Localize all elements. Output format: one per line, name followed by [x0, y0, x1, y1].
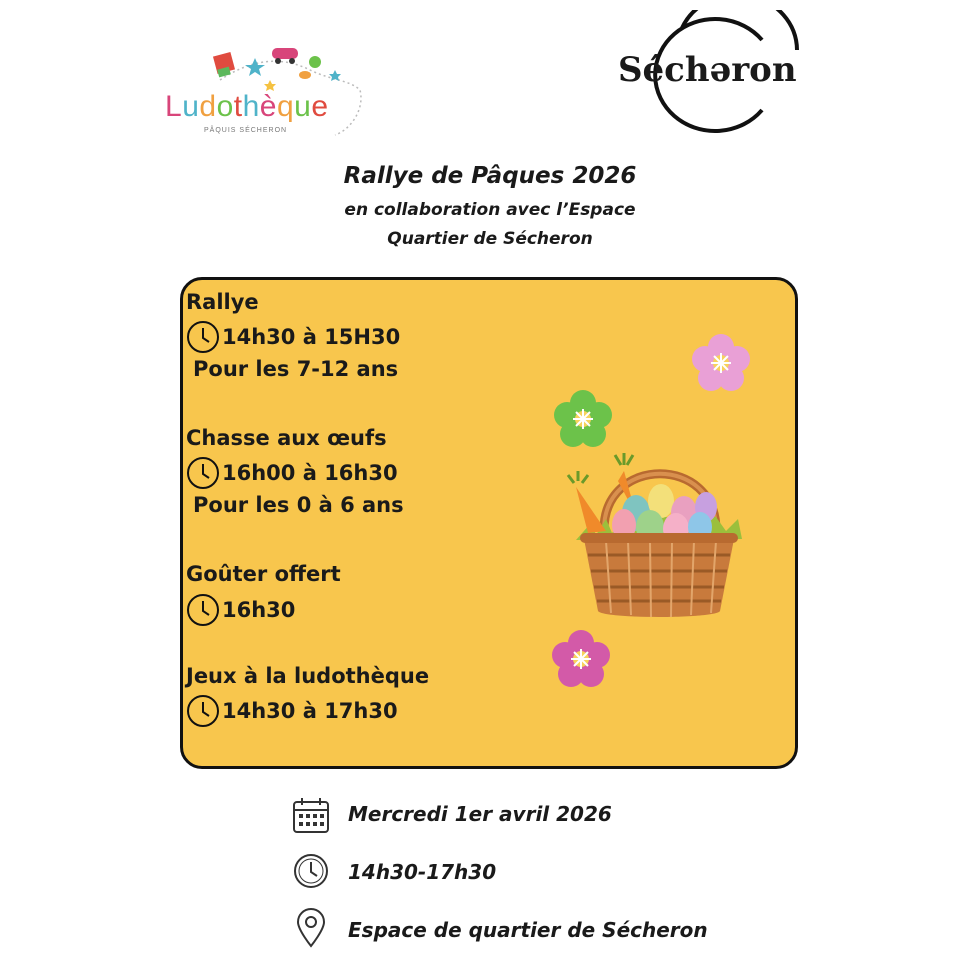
ludotheque-logo-letter: u — [182, 90, 200, 123]
page-subtitle-line2: Quartier de Sécheron — [387, 229, 593, 249]
schedule-section-title: Chasse aux œufs — [186, 426, 387, 450]
ludotheque-logo-letter: t — [233, 90, 243, 123]
schedule-time: 16h30 — [222, 598, 296, 622]
schedule-time: 14h30 à 17h30 — [222, 699, 398, 723]
clock-icon — [186, 320, 220, 354]
schedule-note: Pour les 0 à 6 ans — [193, 493, 404, 517]
clock-icon — [186, 694, 220, 728]
ludotheque-logo-subtitle: PÂQUIS SÉCHERON — [204, 127, 288, 134]
flower-pink-icon — [690, 333, 752, 393]
schedule-section-title: Rallye — [186, 290, 259, 314]
event-location: Espace de quartier de Sécheron — [348, 918, 708, 942]
secheron-logo-text: Séchəron — [618, 50, 797, 90]
ludotheque-logo-letter: è — [259, 90, 277, 123]
ludotheque-logo-text — [165, 90, 329, 124]
location-pin-icon — [290, 906, 332, 948]
ludotheque-logo-letter: u — [294, 90, 312, 123]
page-title: Rallye de Pâques 2026 — [343, 163, 637, 189]
schedule-time: 16h00 à 16h30 — [222, 461, 398, 485]
schedule-time-row — [186, 456, 398, 490]
schedule-time-row — [186, 593, 295, 627]
schedule-section-title: Jeux à la ludothèque — [186, 664, 430, 688]
event-date: Mercredi 1er avril 2026 — [348, 802, 612, 826]
schedule-note: Pour les 7-12 ans — [193, 357, 399, 381]
schedule-section-title: Goûter offert — [186, 562, 341, 586]
clock-icon — [290, 850, 332, 892]
clock-icon — [186, 593, 220, 627]
ludotheque-logo-letter: o — [216, 90, 234, 123]
ludotheque-logo-letter: q — [276, 90, 295, 123]
flower-magenta-icon — [550, 630, 612, 688]
schedule-time: 14h30 à 15H30 — [222, 325, 401, 349]
schedule-time-row — [186, 320, 400, 354]
ludotheque-logo-letter: e — [311, 90, 329, 123]
ludotheque-logo-letter: L — [165, 90, 183, 123]
easter-basket-icon — [566, 435, 748, 625]
event-time: 14h30-17h30 — [348, 860, 497, 884]
schedule-time-row — [186, 694, 398, 728]
ludotheque-logo-letter: d — [199, 90, 217, 123]
calendar-icon — [290, 795, 332, 837]
page-subtitle-line1: en collaboration avec l’Espace — [344, 200, 636, 220]
clock-icon — [186, 456, 220, 490]
ludotheque-logo-letter: h — [242, 90, 260, 123]
